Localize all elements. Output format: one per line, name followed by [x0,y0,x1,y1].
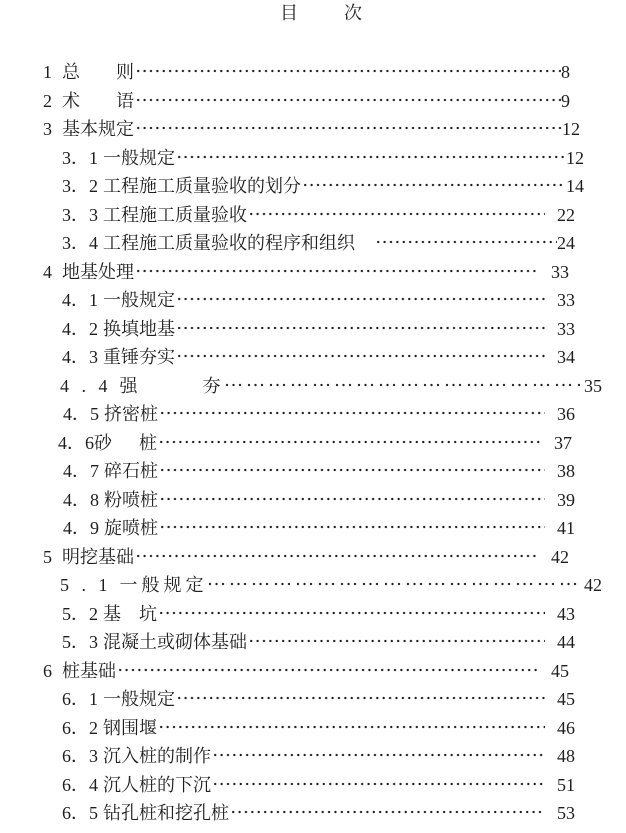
toc-entry [62,771,575,800]
toc-entry-number: 4．9 [63,518,99,539]
toc-entry-page: 46 [557,717,575,738]
dot-leader [247,211,545,217]
page-title-char: 次 [344,3,362,23]
toc-entry [62,229,575,258]
toc-entry-page: 51 [557,774,575,795]
toc-entry-title: 桩基础 [62,660,116,681]
toc-entry-number: 6 [43,660,52,681]
toc-entry-page: 42 [584,575,602,596]
toc-entry [43,258,569,287]
toc-entry-title: 挤密桩 [104,404,158,425]
dot-leader [157,724,545,730]
toc-entry-number: 6．4 [62,774,98,795]
table-of-contents [0,58,626,828]
toc-entry-page: 33 [557,318,575,339]
toc-entry [62,685,575,714]
toc-entry-number: 4．6 [58,432,94,453]
toc-entry-number: 4．8 [63,489,99,510]
dot-leader [158,496,545,502]
toc-entry-title: 术 语 [62,90,134,111]
dot-leader [301,182,566,188]
dot-leader [134,553,539,559]
toc-entry [62,628,575,657]
toc-entry-title: 沉入桩的制作 [103,746,211,767]
toc-entry-number: 4．5 [63,404,99,425]
dot-leader [175,353,545,359]
dot-leader [116,667,539,673]
dot-leader [158,410,545,416]
toc-entry-number: 6．3 [62,746,98,767]
toc-entry [43,58,570,87]
toc-entry-title: 砂 桩 [94,432,157,453]
toc-entry-page: 48 [557,746,575,767]
toc-entry-title: 混凝土或砌体基础 [103,632,247,653]
toc-entry-number: 4．2 [62,318,98,339]
toc-entry-page: 33 [557,290,575,311]
toc-entry [62,714,575,743]
dot-leader [134,68,561,74]
dot-leader [211,752,545,758]
toc-entry-title: 钢围堰 [103,717,157,738]
toc-entry-page: 24 [557,233,575,254]
toc-entry-page: 38 [557,461,575,482]
dot-leader [247,638,545,644]
toc-entry-page: 44 [557,632,575,653]
toc-entry-page: 36 [557,404,575,425]
toc-entry-title: 一般规定 [103,290,175,311]
toc-entry-number: 4 . 4 [60,375,112,396]
dot-leader [374,239,557,245]
dot-leader [211,781,545,787]
toc-entry-number: 4．1 [62,290,98,311]
toc-entry-title: 工程施工质量验收的划分 [103,176,301,197]
toc-entry-number: 4．3 [62,347,98,368]
toc-entry [62,201,575,230]
toc-entry-title: 旋喷桩 [104,518,158,539]
toc-entry-page: 22 [557,204,575,225]
toc-entry-title: 换填地基 [103,318,175,339]
toc-entry [58,429,572,458]
toc-entry-number: 3．3 [62,204,98,225]
toc-entry-number: 2 [43,90,52,111]
toc-entry-number: 6．5 [62,803,98,824]
toc-entry [43,657,569,686]
toc-entry-number: 6．2 [62,717,98,738]
toc-entry-page: 41 [557,518,575,539]
toc-entry-page: 42 [551,546,569,567]
toc-entry-title: 地基处理 [62,261,134,282]
toc-entry-page: 8 [561,62,570,83]
toc-entry-number: 4 [43,261,52,282]
toc-entry-page: 53 [557,803,575,824]
dot-leader [157,610,545,616]
toc-entry-number: 5 . 1 [60,575,112,596]
toc-entry [63,400,575,429]
toc-entry-title: 工程施工质量验收 [103,204,247,225]
toc-entry [63,486,575,515]
toc-entry [62,600,575,629]
toc-entry-page: 45 [551,660,569,681]
toc-entry-title: 强 夯 [119,375,225,396]
toc-entry [62,172,584,201]
dot-leader [229,809,545,815]
toc-entry-title: 一般规定 [103,147,175,168]
toc-entry-title: 明挖基础 [62,546,134,567]
dot-leader [175,695,545,701]
toc-entry-page: 39 [557,489,575,510]
dot-leader [175,154,566,160]
toc-entry-page: 43 [557,603,575,624]
dot-leader [175,296,545,302]
toc-entry [62,742,575,771]
toc-entry-title: 粉喷桩 [104,489,158,510]
toc-entry-page: 9 [561,90,570,111]
toc-entry-number: 5．3 [62,632,98,653]
toc-entry-page: 34 [557,347,575,368]
toc-entry-page: 14 [566,176,584,197]
toc-entry-page: 35 [584,375,602,396]
toc-entry-title: 沉人桩的下沉 [103,774,211,795]
toc-entry-title: 碎石桩 [104,461,158,482]
dot-leader [134,125,562,131]
toc-entry [60,372,602,401]
dot-leader [134,97,561,103]
toc-entry [62,286,575,315]
toc-entry [62,315,575,344]
toc-entry-title: 工程施工质量验收的程序和组织 [103,233,355,254]
toc-entry-title: 钻孔桩和挖孔桩 [103,803,229,824]
dot-leader [157,439,542,445]
toc-entry-title: 一般规定 [119,575,208,596]
toc-entry-number: 6．1 [62,689,98,710]
page-title-char: 目 [280,3,298,23]
dot-leader [225,382,581,388]
dot-leader [158,524,545,530]
toc-entry-title: 基本规定 [62,119,134,140]
dot-leader [158,467,545,473]
toc-entry-number: 5．2 [62,603,98,624]
toc-entry-page: 12 [562,119,580,140]
dot-leader [175,325,545,331]
toc-entry [43,115,580,144]
toc-entry-number: 5 [43,546,52,567]
toc-entry [43,87,570,116]
toc-entry-page: 12 [566,147,584,168]
toc-entry [62,343,575,372]
toc-entry-number: 3．1 [62,147,98,168]
dot-leader [134,268,539,274]
toc-entry [60,571,602,600]
toc-entry-page: 37 [554,432,572,453]
toc-entry-number: 3 [43,119,52,140]
toc-entry-number: 3．4 [62,233,98,254]
toc-entry [63,514,575,543]
toc-entry [62,144,584,173]
toc-entry-page: 33 [551,261,569,282]
toc-entry-number: 1 [43,62,52,83]
dot-leader [208,581,581,587]
toc-entry-page: 45 [557,689,575,710]
toc-entry [62,799,575,828]
toc-entry-title: 重锤夯实 [103,347,175,368]
toc-entry-number: 4．7 [63,461,99,482]
toc-entry [43,543,569,572]
toc-entry-title: 总 则 [62,62,134,83]
toc-entry-number: 3．2 [62,176,98,197]
toc-entry [63,457,575,486]
toc-entry-title: 一般规定 [103,689,175,710]
toc-entry-title: 基 坑 [103,603,157,624]
